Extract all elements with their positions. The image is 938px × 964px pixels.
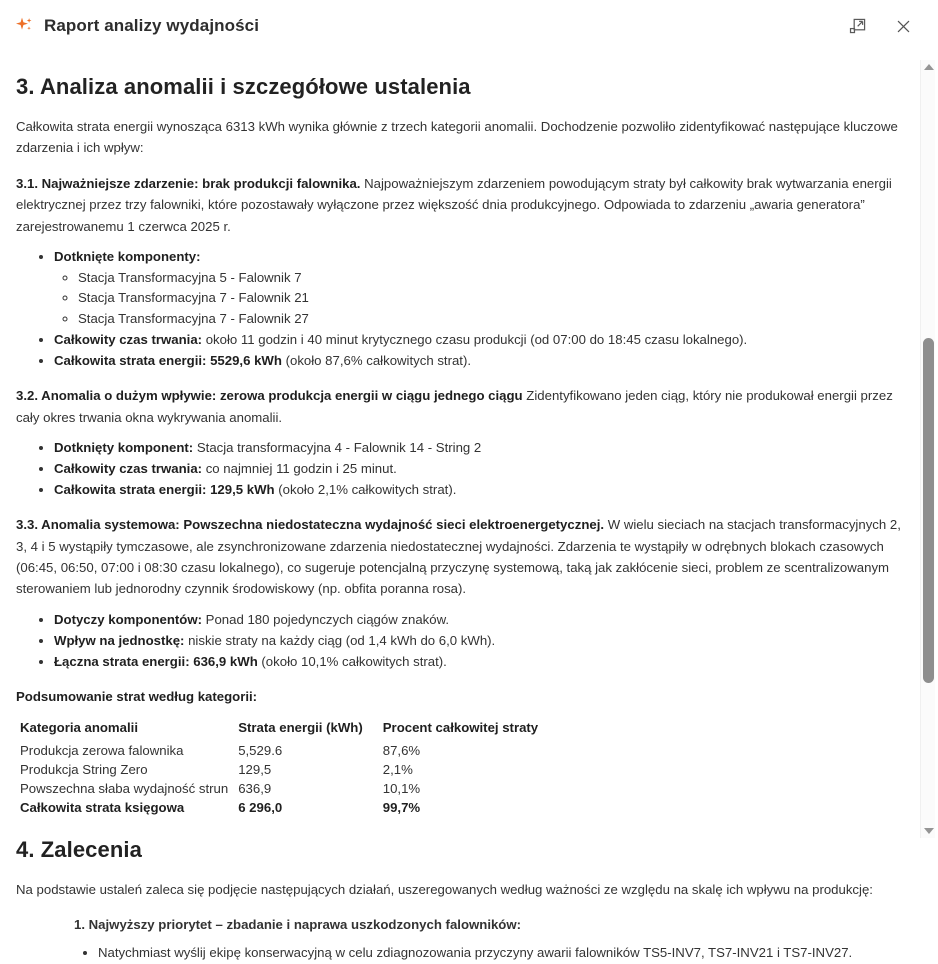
list-item-label: Całkowita strata energii: 5529,6 kWh xyxy=(54,353,282,369)
list-item: ◦ Stacja Transformacyjna 7 - Falownik 21 xyxy=(78,288,904,308)
table-row xyxy=(16,760,552,779)
report-scroll-region[interactable] xyxy=(0,52,938,961)
subsection-3-2-body: Zidentyfikowano jeden ciąg, który nie produkował energii przez cały okres trwania okna wykrywania anomalii. xyxy=(16,388,893,425)
cell-percent: 10,1% xyxy=(382,781,421,797)
list-item-value: co najmniej 11 godzin i 25 minut. xyxy=(202,461,397,477)
list-item-label: Całkowity czas trwania: xyxy=(54,332,203,348)
window-titlebar xyxy=(0,0,938,52)
list-item-label: Łączna strata energii: 636,9 kWh xyxy=(54,653,258,669)
section-4-intro: Na podstawie ustaleń zaleca się podjęcie następujących działań, uszeregowanych według ważności ze względu na skalę ich wpływu na produkcję: xyxy=(16,882,873,898)
subsection-3-1-paragraph xyxy=(16,173,904,237)
list-item xyxy=(54,459,904,479)
title-group xyxy=(14,16,259,36)
table-row xyxy=(16,741,552,760)
cell-energy: 6 296,0 xyxy=(238,800,283,816)
list-item xyxy=(54,247,904,329)
section-3-intro: Całkowita strata energii wynosząca 6313 kWh wynika głównie z trzech kategorii anomalii. Dochodzenie pozwoliło zidentyfikować następujące kluczowe zdarzenia i ich wpływ: xyxy=(16,119,898,156)
list-item xyxy=(54,610,904,630)
subsection-3-3-lead: 3.3. Anomalia systemowa: Powszechna niedostateczna wydajność sieci elektroenergetycznej. xyxy=(16,517,605,533)
list-item: ◦ Stacja Transformacyjna 7 - Falownik 27 xyxy=(78,309,904,329)
scroll-down-arrow[interactable] xyxy=(921,824,936,838)
scrollbar-thumb[interactable] xyxy=(923,338,934,683)
list-item-label: Całkowity czas trwania: xyxy=(54,461,203,477)
recommendations-list xyxy=(16,915,904,964)
list-item-label: Dotknięte komponenty: xyxy=(54,248,201,264)
column-header-energy: Strata energii (kWh) xyxy=(238,720,363,736)
cell-category: Produkcja String Zero xyxy=(20,762,148,778)
cell-category: Produkcja zerowa falownika xyxy=(20,743,184,759)
subsection-3-3-list xyxy=(16,610,904,672)
window-title: Raport analizy wydajności xyxy=(44,16,260,35)
list-item-label: Wpływ na jednostkę: xyxy=(54,632,185,648)
cell-category: Całkowita strata księgowa xyxy=(20,800,185,816)
list-item xyxy=(54,351,904,371)
section-4-heading: 4. Zalecenia xyxy=(16,837,142,863)
table-row-total xyxy=(16,798,552,817)
list-item-value: (około 2,1% całkowitych strat). xyxy=(274,482,457,498)
list-item-label: Dotyczy komponentów: xyxy=(54,611,202,627)
column-header-category: Kategoria anomalii xyxy=(20,720,138,736)
list-item xyxy=(54,652,904,672)
cell-energy: 129,5 xyxy=(238,762,272,778)
subsection-3-1-list xyxy=(16,247,904,372)
table-row xyxy=(16,779,552,798)
list-item-value: około 11 godzin i 40 minut krytycznego czasu produkcji (od 07:00 do 18:45 czasu lokalnego). xyxy=(202,332,748,348)
list-item xyxy=(54,330,904,350)
list-item-value: (około 10,1% całkowitych strat). xyxy=(257,653,447,669)
subsection-3-2-list xyxy=(16,438,904,500)
affected-components-list xyxy=(54,268,904,329)
cell-category: Powszechna słaba wydajność strun xyxy=(20,781,229,797)
close-icon[interactable] xyxy=(890,13,916,39)
cell-energy: 5,529.6 xyxy=(238,743,283,759)
list-item-value: (około 87,6% całkowitych strat). xyxy=(281,353,472,369)
list-item-value: Ponad 180 pojedynczych ciągów znaków. xyxy=(202,611,450,627)
subsection-3-2-paragraph xyxy=(16,385,904,428)
recommendation-1-sublist xyxy=(74,943,904,963)
list-item xyxy=(54,631,904,651)
list-item: • Natychmiast wyślij ekipę konserwacyjną w celu zdiagnozowania przyczyny awarii falowników TS5-INV7, TS7-INV21 i TS7-INV27. xyxy=(98,943,904,963)
list-item xyxy=(74,915,904,964)
list-item-value: niskie straty na każdy ciąg (od 1,4 kWh do 6,0 kWh). xyxy=(184,632,496,648)
expand-icon[interactable] xyxy=(844,13,870,39)
table-header-row xyxy=(16,717,552,741)
cell-percent: 99,7% xyxy=(382,800,421,816)
cell-energy: 636,9 xyxy=(238,781,272,797)
list-item-label: Całkowita strata energii: 129,5 kWh xyxy=(54,482,275,498)
list-item xyxy=(54,438,904,458)
table-caption: Podsumowanie strat według kategorii: xyxy=(16,689,258,705)
subsection-3-3-body: W wielu sieciach na stacjach transformacyjnych 2, 3, 4 i 5 wystąpiły tymczasowe, ale zsynchronizowane zdarzenia niedostatecznej wydajności. Zdarzenia te wystąpiły w odrębnych blokach czasowych (06:45, 06:50, 07:00 i 08:30 czasu lokalnego), co sugeruje potencjalną przyczynę systemową, taką jak zakłócenie sieci, problem ze scentralizowanym sterowaniem lub jednorodny czynnik środowiskowy (np. obfita poranna rosa). xyxy=(16,517,901,597)
column-header-percent: Procent całkowitej straty xyxy=(382,720,539,736)
subsection-3-1-lead: 3.1. Najważniejsze zdarzenie: brak produkcji falownika. xyxy=(16,175,361,191)
list-item xyxy=(54,480,904,500)
scroll-up-arrow[interactable] xyxy=(921,60,936,74)
subsection-3-2-lead: 3.2. Anomalia o dużym wpływie: zerowa produkcja energii w ciągu jednego ciągu xyxy=(16,388,523,404)
section-3-heading: 3. Analiza anomalii i szczegółowe ustalenia xyxy=(16,74,471,99)
subsection-3-1-body: Najpoważniejszym zdarzeniem powodującym straty był całkowity brak wytwarzania energii elektrycznej przez trzy falowniki, które pozostawały wyłączone przez większość dnia produkcyjnego. Odpowiada to zdarzeniu „awaria generatora” zarejestrowanemu 1 czerwca 2025 r. xyxy=(16,175,892,234)
list-item-label: Dotknięty komponent: xyxy=(54,440,194,456)
list-item-value: Stacja transformacyjna 4 - Falownik 14 - String 2 xyxy=(193,440,482,456)
vertical-scrollbar[interactable] xyxy=(920,60,935,838)
subsection-3-3-paragraph xyxy=(16,514,904,600)
report-content xyxy=(0,52,938,964)
list-item: ◦ Stacja Transformacyjna 5 - Falownik 7 xyxy=(78,268,904,288)
titlebar-actions xyxy=(844,13,924,39)
recommendation-1-label: 1. Najwyższy priorytet – zbadanie i naprawa uszkodzonych falowników: xyxy=(74,916,522,932)
cell-percent: 87,6% xyxy=(382,743,421,759)
sparkle-icon xyxy=(14,16,34,36)
loss-summary-table xyxy=(16,717,552,817)
cell-percent: 2,1% xyxy=(382,762,413,778)
